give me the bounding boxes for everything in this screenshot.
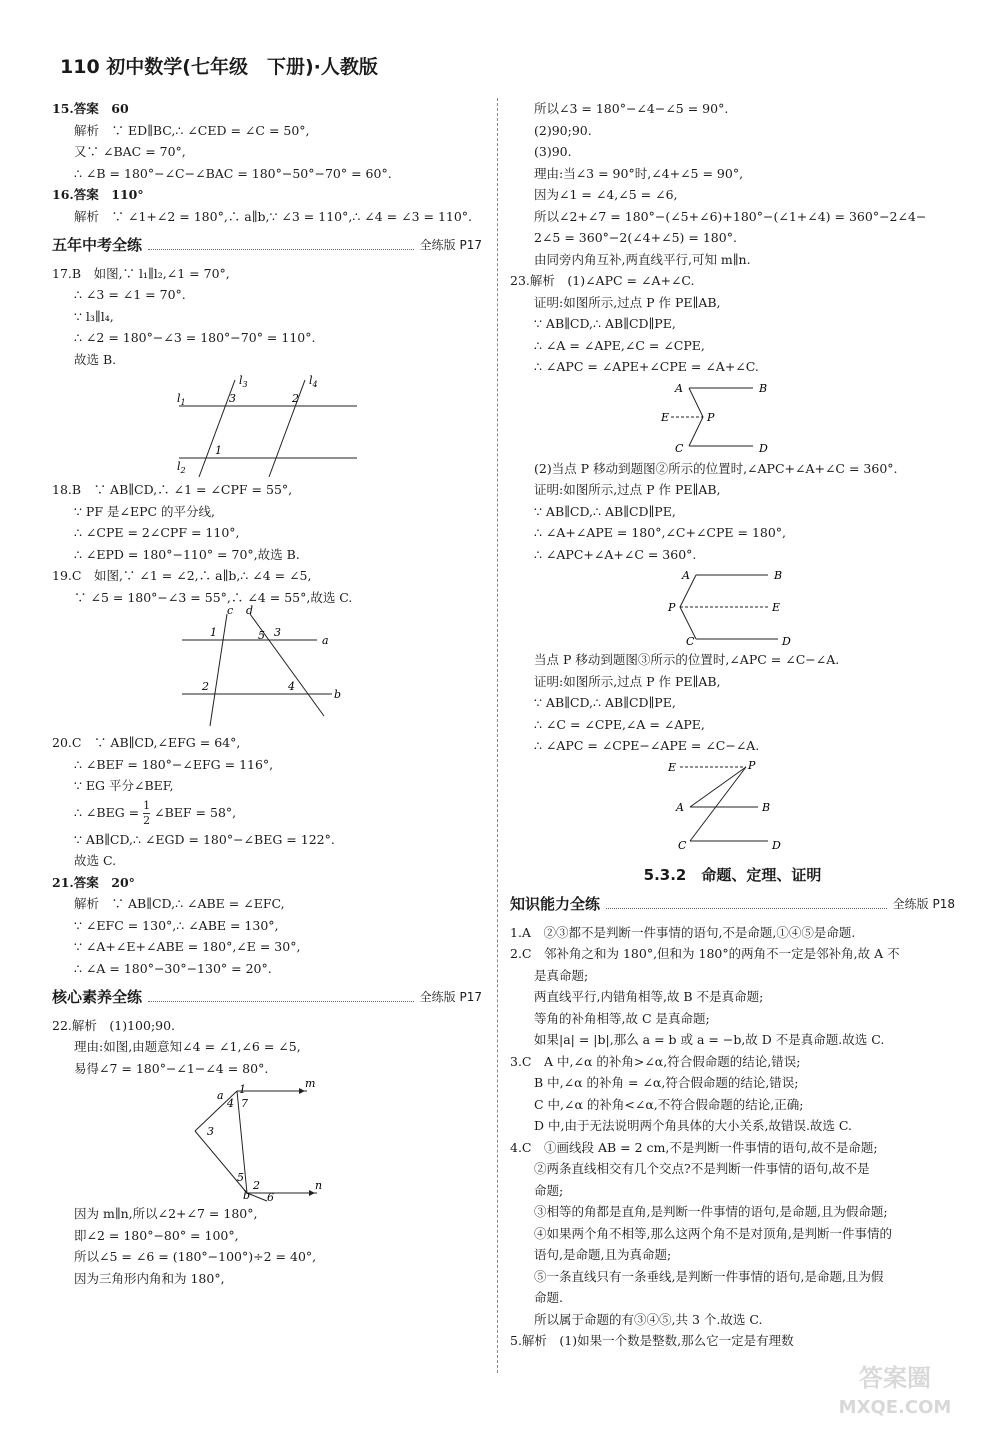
svg-text:E: E <box>667 760 676 774</box>
svg-text:a: a <box>217 1089 224 1102</box>
text-line: 证明:如图所示,过点 P 作 PE∥AB, <box>534 482 721 497</box>
text-line: 所以∠3 = 180°−∠4−∠5 = 90°. <box>534 101 729 116</box>
text-line: ∴ ∠A = ∠APE,∠C = ∠CPE, <box>534 337 705 353</box>
svg-text:A: A <box>675 800 684 814</box>
svg-text:B: B <box>773 569 782 582</box>
svg-text:c: c <box>227 604 234 617</box>
text-line: ∵ AB∥CD,∴ ∠EGD = 180°−∠BEG = 122°. <box>74 831 335 847</box>
text-line: (2)当点 P 移动到题图②所示的位置时,∠APC+∠A+∠C = 360°. <box>534 460 898 476</box>
svg-text:2: 2 <box>253 1179 260 1192</box>
text-line: 理由:当∠3 = 90°时,∠4+∠5 = 90°, <box>534 165 744 181</box>
fraction: $\frac{1}{2}$ <box>143 798 151 827</box>
text-line: 由同旁内角互补,两直线平行,可知 m∥n. <box>534 251 751 267</box>
text-line: ∵ AB∥CD,∴ AB∥CD∥PE, <box>534 316 676 331</box>
text-line: ∵ AB∥CD,∴ AB∥CD∥PE, <box>534 695 676 710</box>
column-divider <box>497 98 498 1373</box>
text-line: 语句,是命题,且为真命题; <box>534 1247 672 1262</box>
text-line: 解析 ∵ ED∥BC,∴ ∠CED = ∠C = 50°, <box>74 122 310 138</box>
figure-19 <box>182 604 352 730</box>
answers-18-19 <box>52 479 482 608</box>
text-line: ∴ ∠3 = ∠1 = 70°. <box>74 287 186 302</box>
figure-23-3 <box>668 759 798 855</box>
svg-text:D: D <box>758 441 768 455</box>
text-line: 20.C ∵ AB∥CD,∠EFG = 64°, <box>52 735 241 750</box>
answer-20 <box>52 732 482 797</box>
section-header-zhishi <box>510 894 955 916</box>
svg-text:l3: $l_3$ <box>239 374 248 389</box>
svg-text:a: a <box>322 634 329 647</box>
text-line: D 中,由于无法说明两个角具体的大小关系,故错误.故选 C. <box>534 1118 852 1133</box>
text-line: 1.A ②③都不是判断一件事情的语句,不是命题,①④⑤是命题. <box>510 924 856 940</box>
text-line: 故选 C. <box>74 853 117 868</box>
text-line: (3)90. <box>534 144 572 159</box>
text-line: ∴ ∠CPE = 2∠CPF = 110°, <box>74 525 240 540</box>
svg-text:l4: $l_4$ <box>309 374 318 389</box>
svg-text:b: b <box>334 688 342 701</box>
figure-23-2 <box>668 567 798 647</box>
answers-20-21 <box>52 829 482 980</box>
section-ref: 全练版 P18 <box>892 897 955 911</box>
text-line: ∵ PF 是∠EPC 的平分线, <box>74 503 216 519</box>
answer-17 <box>52 263 482 371</box>
page-header: 110 初中数学(七年级 下册)·人教版 <box>60 56 378 78</box>
svg-text:m: m <box>305 1077 316 1090</box>
text-line: 16.答案 110° <box>52 187 144 202</box>
text-line: 因为∠1 = ∠4,∠5 = ∠6, <box>534 187 678 202</box>
svg-text:A: A <box>674 381 683 395</box>
svg-text:7: 7 <box>241 1097 248 1110</box>
section-title: 五年中考全练 <box>52 236 143 254</box>
svg-text:E: E <box>771 601 780 614</box>
dotted-leader <box>148 993 414 1002</box>
text-line: ∴ ∠A = 180°−30°−130° = 20°. <box>74 960 272 976</box>
answers-22-23 <box>510 98 955 378</box>
watermark: 答案圈 MXQE.COM <box>838 1364 952 1418</box>
text-line: 22.解析 (1)100;90. <box>52 1017 176 1033</box>
svg-text:3: 3 <box>207 1125 214 1138</box>
text-line: ∵ ∠5 = 180°−∠3 = 55°,∴ ∠4 = 55°,故选 C. <box>74 589 353 605</box>
text-line: B 中,∠α 的补角 = ∠α,符合假命题的结论,错误; <box>534 1075 799 1090</box>
subsection-title: 5.3.2 命题、定理、证明 <box>643 865 822 884</box>
text-line: 19.C 如图,∵ ∠1 = ∠2,∴ a∥b,∴ ∠4 = ∠5, <box>52 568 312 583</box>
text-line: 故选 B. <box>74 351 117 367</box>
left-column <box>52 98 482 1289</box>
text-line: 17.B 如图,∵ l₁∥l₂,∠1 = 70°, <box>52 265 230 281</box>
text-line: ∵ EG 平分∠BEF, <box>74 778 174 793</box>
text-line: 4.C ①画线段 AB = 2 cm,不是判断一件事情的语句,故不是命题; <box>510 1139 878 1155</box>
text-line: ∴ ∠APC = ∠CPE−∠APE = ∠C−∠A. <box>534 738 760 753</box>
text-line: ∵ ∠EFC = 130°,∴ ∠ABE = 130°, <box>74 917 279 933</box>
text-line: 所以∠2+∠7 = 180°−(∠5+∠6)+180°−(∠1+∠4) = 360°−2∠4− <box>534 208 927 224</box>
dotted-leader <box>148 241 414 250</box>
text-line: C 中,∠α 的补角<∠α,不符合假命题的结论,正确; <box>534 1096 804 1112</box>
text-line: 因为三角形内角和为 180°, <box>74 1270 225 1286</box>
text-line: 15.答案 60 <box>52 101 129 116</box>
text-line: ∴ ∠C = ∠CPE,∠A = ∠APE, <box>534 716 705 732</box>
text-line: 3.C A 中,∠α 的补角>∠α,符合假命题的结论,错误; <box>510 1053 801 1069</box>
svg-text:B: B <box>758 381 767 395</box>
angle-label-2: 2 <box>292 392 299 405</box>
text-line: ∴ ∠EPD = 180°−110° = 70°,故选 B. <box>74 546 300 562</box>
text-line: 18.B ∵ AB∥CD,∴ ∠1 = ∠CPF = 55°, <box>52 482 293 497</box>
angle-label-1: 1 <box>215 444 222 457</box>
angle-label-3: 3 <box>274 626 281 639</box>
text-line: ∴ ∠APC+∠A+∠C = 360°. <box>534 546 697 562</box>
angle-label-1: 1 <box>210 626 217 639</box>
text-line: 是真命题; <box>534 967 589 983</box>
fraction-line: ∴ ∠BEG = $\frac{1}{2}$ ∠BEF = 58°, <box>74 798 237 827</box>
angle-label-4: 4 <box>288 680 295 693</box>
text-line: ∴ ∠B = 180°−∠C−∠BAC = 180°−50°−70° = 60°. <box>74 165 392 181</box>
text-line: 2.C 邻补角之和为 180°,但和为 180°的两角不一定是邻补角,故 A 不 <box>510 946 900 961</box>
text-line: ∵ ∠A+∠E+∠ABE = 180°,∠E = 30°, <box>74 939 301 954</box>
text-line: 解析 ∵ ∠1+∠2 = 180°,∴ a∥b,∵ ∠3 = 110°,∴ ∠4 = ∠3 = 110°. <box>74 208 473 224</box>
text-line: 2∠5 = 360°−2(∠4+∠5) = 180°. <box>534 230 737 245</box>
svg-text:l1: $l_1$ <box>177 392 186 407</box>
svg-text:d: d <box>246 604 254 617</box>
section-header-wunian <box>52 235 482 257</box>
text-line: ③相等的角都是直角,是判断一件事情的语句,是命题,且为假命题; <box>534 1204 888 1219</box>
text-line: 命题; <box>534 1182 564 1198</box>
svg-text:D: D <box>781 635 791 648</box>
text-line: 两直线平行,内错角相等,故 B 不是真命题; <box>534 989 764 1004</box>
section-title: 核心素养全练 <box>52 988 143 1006</box>
text-line: ②两条直线相交有几个交点?不是判断一件事情的语句,故不是 <box>534 1161 870 1176</box>
right-column <box>510 98 955 1352</box>
text-line: 23.解析 (1)∠APC = ∠A+∠C. <box>510 273 695 288</box>
text-line: ∴ ∠2 = 180°−∠3 = 180°−70° = 110°. <box>74 330 316 345</box>
text-line: (2)90;90. <box>534 122 592 138</box>
angle-label-2: 2 <box>202 680 209 693</box>
svg-text:P: P <box>667 601 675 614</box>
text-line: 所以属于命题的有③④⑤,共 3 个.故选 C. <box>534 1311 763 1327</box>
section-ref: 全练版 P17 <box>419 990 482 1004</box>
text-line: ∴ ∠BEF = 180°−∠EFG = 116°, <box>74 756 274 772</box>
svg-text:b: b <box>243 1189 251 1202</box>
svg-text:5: 5 <box>237 1171 244 1184</box>
text-line: ∴ ∠A+∠APE = 180°,∠C+∠CPE = 180°, <box>534 525 787 540</box>
section-title: 知识能力全练 <box>510 895 601 913</box>
svg-text:P: P <box>747 758 755 772</box>
svg-text:6: 6 <box>267 1191 274 1204</box>
angle-label-3: 3 <box>229 392 236 405</box>
text-line: 等角的补角相等,故 C 是真命题; <box>534 1010 710 1026</box>
svg-text:C: C <box>685 635 694 648</box>
text-line: 又∵ ∠BAC = 70°, <box>74 144 186 159</box>
svg-text:D: D <box>771 838 781 852</box>
text-line: ∵ AB∥CD,∴ AB∥CD∥PE, <box>534 503 676 519</box>
svg-text:C: C <box>674 441 683 455</box>
figure-22 <box>187 1077 347 1204</box>
svg-text:P: P <box>706 410 714 424</box>
text-line: 即∠2 = 180°−80° = 100°, <box>74 1227 239 1243</box>
text-line: ⑤一条直线只有一条垂线,是判断一件事情的语句,是命题,且为假 <box>534 1268 884 1284</box>
text-line: ∴ ∠APC = ∠APE+∠CPE = ∠A+∠C. <box>534 359 759 374</box>
section-header-hexin <box>52 987 482 1009</box>
svg-text:E: E <box>660 410 669 424</box>
svg-text:1: 1 <box>239 1083 246 1096</box>
answers-15-16 <box>52 98 482 227</box>
text-line: 所以∠5 = ∠6 = (180°−100°)÷2 = 40°, <box>74 1249 317 1264</box>
answer-23-3 <box>510 649 955 757</box>
figure-23-1 <box>660 380 803 456</box>
svg-text:A: A <box>681 569 690 582</box>
section-ref: 全练版 P17 <box>419 238 482 252</box>
svg-text:B: B <box>761 800 770 814</box>
answers-1-5 <box>510 922 955 1352</box>
dotted-leader <box>606 900 887 909</box>
text-line: 如果|a| = |b|,那么 a = b 或 a = −b,故 D 不是真命题.故选 C. <box>534 1032 885 1047</box>
svg-text:n: n <box>315 1179 323 1192</box>
svg-text:4: 4 <box>227 1097 234 1110</box>
text-line: 证明:如图所示,过点 P 作 PE∥AB, <box>534 294 721 310</box>
text-line: 当点 P 移动到题图③所示的位置时,∠APC = ∠C−∠A. <box>534 652 840 667</box>
svg-text:C: C <box>677 838 686 852</box>
text-line: 命题. <box>534 1290 563 1305</box>
answer-22 <box>52 1015 482 1080</box>
text-line: ∵ l₃∥l₄, <box>74 308 114 324</box>
text-line: 证明:如图所示,过点 P 作 PE∥AB, <box>534 673 721 689</box>
svg-text:l2: $l_2$ <box>177 460 186 475</box>
figure-17 <box>177 372 357 477</box>
text-line: 理由:如图,由题意知∠4 = ∠1,∠6 = ∠5, <box>74 1039 301 1054</box>
text-line: 易得∠7 = 180°−∠1−∠4 = 80°. <box>74 1060 269 1076</box>
text-line: 解析 ∵ AB∥CD,∴ ∠ABE = ∠EFC, <box>74 896 285 911</box>
text-line: 5.解析 (1)如果一个数是整数,那么它一定是有理数 <box>510 1333 794 1348</box>
angle-label-5: 5 <box>258 629 265 642</box>
text-line: 因为 m∥n,所以∠2+∠7 = 180°, <box>74 1206 258 1221</box>
answer-23-2 <box>510 458 955 566</box>
answer-22-cont <box>52 1203 482 1289</box>
text-line: ④如果两个角不相等,那么这两个角不是对顶角,是判断一件事情的 <box>534 1225 892 1241</box>
text-line: 21.答案 20° <box>52 874 135 890</box>
